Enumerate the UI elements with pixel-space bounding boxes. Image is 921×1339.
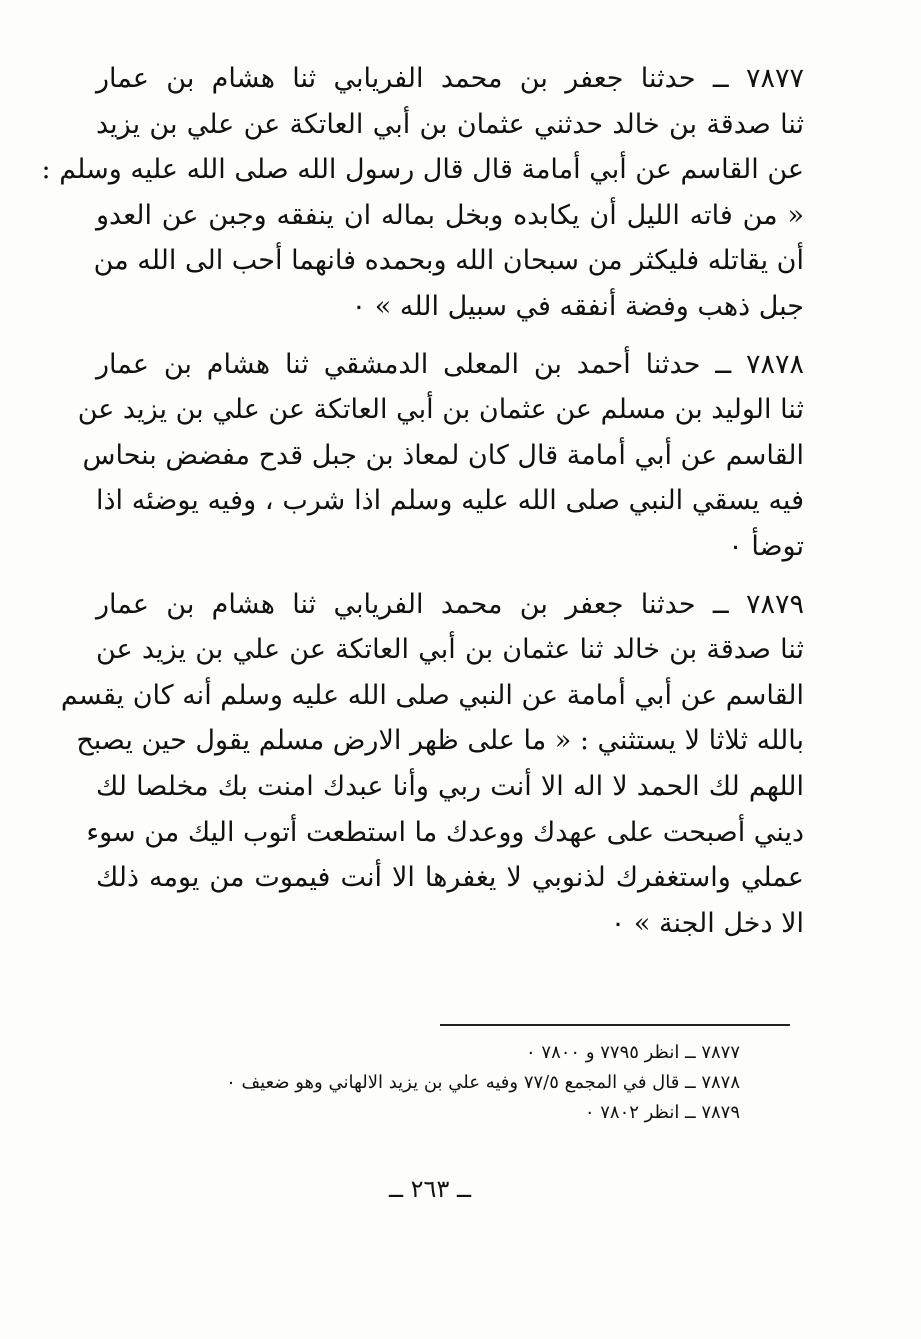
text-line: اللهم لك الحمد لا اله الا أنت ربي وأنا عبدك امنت بك مخلصا لك xyxy=(96,770,804,802)
text-line: جبل ذهب وفضة أنفقه في سبيل الله » ٠ xyxy=(351,290,804,322)
text-line: توضأ ٠ xyxy=(728,530,804,562)
footnote-7878: ٧٨٧٨ ــ قال في المجمع ٧٧/٥ وفيه علي بن يزيد الالهاني وهو ضعيف ٠ xyxy=(226,1072,740,1093)
text-line: عملي واستغفرك لذنوبي لا يغفرها الا أنت فيموت من يومه ذلك xyxy=(96,862,804,894)
text-line: الا دخل الجنة » ٠ xyxy=(610,907,804,939)
text-line: ٧٨٧٩ ــ حدثنا جعفر بن محمد الفريابي ثنا هشام بن عمار xyxy=(96,588,804,620)
hadith-7877 xyxy=(41,56,804,330)
hadith-7879 xyxy=(60,582,804,947)
text-line: ديني أصبحت على عهدك ووعدك ما استطعت أتوب اليك من سوء xyxy=(86,816,804,848)
text-line: ٧٨٧٨ ــ حدثنا أحمد بن المعلى الدمشقي ثنا هشام بن عمار xyxy=(96,348,804,380)
text-line: أن يقاتله فليكثر من سبحان الله وبحمده فانهما أحب الى الله من xyxy=(93,245,804,277)
main-text xyxy=(41,56,804,958)
text-line: فيه يسقي النبي صلى الله عليه وسلم اذا شرب ، وفيه يوضئه اذا xyxy=(96,485,804,517)
hadith-7878 xyxy=(77,342,804,570)
text-line: ثنا صدقة بن خالد حدثني عثمان بن أبي العاتكة عن علي بن يزيد xyxy=(96,108,804,140)
text-line: « من فاته الليل أن يكابده وبخل بماله ان ينفقه وجبن عن العدو xyxy=(96,199,804,231)
footnote-7879: ٧٨٧٩ ــ انظر ٧٨٠٢ ٠ xyxy=(584,1102,740,1123)
text-line: عن القاسم عن أبي أمامة قال قال رسول الله صلى الله عليه وسلم : xyxy=(41,154,804,186)
footnotes xyxy=(100,1038,740,1128)
text-line: بالله ثلاثا لا يستثني : « ما على ظهر الارض مسلم يقول حين يصبح xyxy=(76,725,804,757)
page-number: ــ ٢٦٣ ــ xyxy=(388,1175,472,1203)
text-line: ٧٨٧٧ ــ حدثنا جعفر بن محمد الفريابي ثنا هشام بن عمار xyxy=(96,63,804,94)
text-line: ثنا صدقة بن خالد ثنا عثمان بن أبي العاتكة عن علي بن يزيد عن xyxy=(96,634,804,666)
footnote-separator xyxy=(440,1024,790,1026)
text-line: القاسم عن أبي أمامة عن النبي صلى الله عليه وسلم أنه كان يقسم xyxy=(60,679,804,711)
footnote-7877: ٧٨٧٧ ــ انظر ٧٧٩٥ و ٧٨٠٠ ٠ xyxy=(526,1042,740,1063)
text-line: القاسم عن أبي أمامة قال كان لمعاذ بن جبل قدح مفضض بنحاس xyxy=(82,439,804,471)
text-line: ثنا الوليد بن مسلم عن عثمان بن أبي العاتكة عن علي بن يزيد عن xyxy=(77,394,804,426)
